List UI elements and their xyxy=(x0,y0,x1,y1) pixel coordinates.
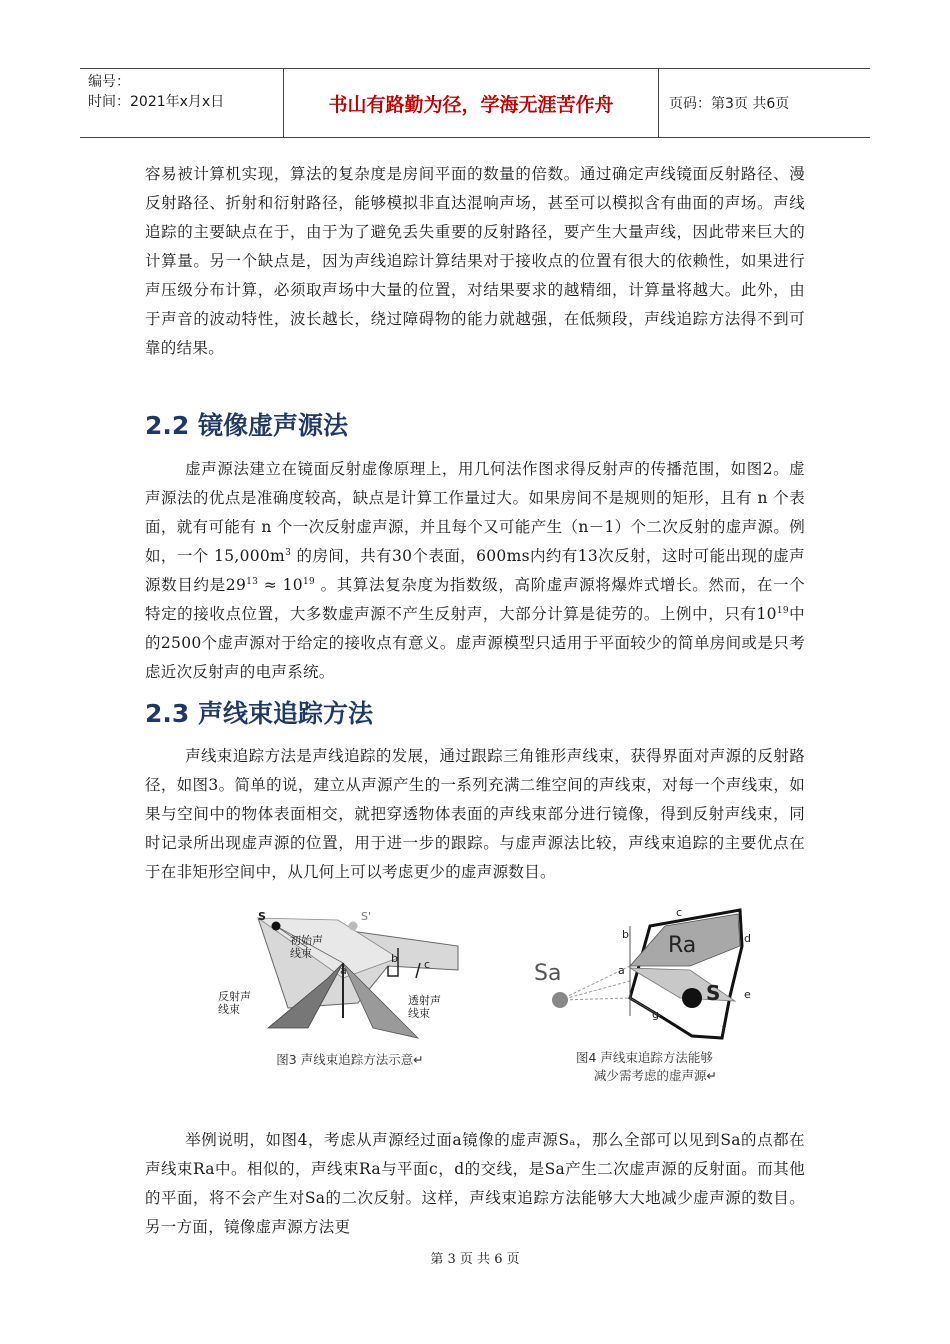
fig3-label-c: c xyxy=(424,958,431,971)
fig4-label-c: c xyxy=(676,906,683,919)
header-meta xyxy=(80,69,284,137)
final-paragraph: 举例说明，如图4，考虑从声源经过面a镜像的虚声源Sₐ，那么全部可以见到Sa的点都在声线束Ra中。相似的，声线束Ra与平面c，d的交线，是Sa产生二次虚声源的反射面。而其他的平面，将不会产生对Sa的二次反射。这样，声线束追踪方法能够大大地减少虚声源的数目。另一方面，镜像虚声源方法更 xyxy=(145,1131,805,1236)
source-s-marker-fig4 xyxy=(682,988,702,1008)
section-2-2-heading: 2.2 镜像虚声源法 xyxy=(145,411,348,440)
fig4-label-e: e xyxy=(744,988,751,1001)
source-sa-marker xyxy=(552,992,568,1008)
source-s-prime-marker xyxy=(349,922,358,931)
header-time: 时间：2021年x月x日 xyxy=(88,94,225,110)
header-page-info: 页码：第3页 共6页 xyxy=(669,96,790,112)
fig4-label-sa: Sa xyxy=(534,961,562,986)
fig3-label-s: S xyxy=(258,910,266,923)
figure-4-diagram xyxy=(530,906,790,1046)
header-number: 编号： xyxy=(88,74,130,90)
source-s-marker xyxy=(272,922,281,931)
fig4-label-f: f xyxy=(722,1022,726,1035)
header-motto: 书山有路勤为径，学海无涯苦作舟 xyxy=(284,69,659,137)
section-2-3-heading: 2.3 声线束追踪方法 xyxy=(145,699,373,728)
fig4-label-ra: Ra xyxy=(668,933,697,958)
fig3-label-b: b xyxy=(391,952,398,965)
figure-3-caption: 图3 声线束追踪方法示意↵ xyxy=(276,1052,424,1067)
fig4-label-d: d xyxy=(744,932,751,945)
figure-4-caption xyxy=(576,1048,776,1084)
fig4-label-b: b xyxy=(622,928,629,941)
fig3-label-a: a xyxy=(340,964,347,977)
fig3-label-reflect: 反射声 线束 xyxy=(218,990,251,1016)
fig3-label-s-prime: S' xyxy=(361,910,372,923)
fig4-label-g: g xyxy=(652,1008,659,1021)
fig4-label-a: a xyxy=(618,964,625,977)
figure-4-caption-line2: 减少需考虑的虚声源↵ xyxy=(594,1068,717,1083)
intro-paragraph: 容易被计算机实现，算法的复杂度是房间平面的数量的倍数。通过确定声线镜面反射路径、漫反射路径、折射和衍射路径，能够模拟非直达混响声场，甚至可以模拟含有曲面的声场。声线追踪的主要缺点在于，由于为了避免丢失重要的反射路径，要产生大量声线，因此带来巨大的计算量。另一个缺点是，因为声线追踪计算结果对于接收点的位置有很大的依赖性，如果进行声压级分布计算，必须取声场中大量的位置，对结果要求的越精细，计算量将越大。此外，由于声音的波动特性，波长越长，绕过障碍物的能力就越强，在低频段，声线追踪方法得不到可靠的结果。 xyxy=(145,165,805,357)
figure-4-caption-line1: 图4 声线束追踪方法能够 xyxy=(576,1050,713,1065)
fig3-label-transmit: 透射声 线束 xyxy=(408,994,441,1020)
page-header xyxy=(80,68,870,138)
fig4-label-s: S xyxy=(706,981,721,1005)
page-footer: 第 3 页 共 6 页 xyxy=(430,1252,520,1267)
fig3-label-initial: 初始声 线束 xyxy=(290,934,323,960)
section-2-3-paragraph: 声线束追踪方法是声线追踪的发展，通过跟踪三角锥形声线束，获得界面对声源的反射路径，如图3。简单的说，建立从声源产生的一系列充满二维空间的声线束，对每一个声线束，如果与空间中的物体表面相交，就把穿透物体表面的声线束部分进行镜像，得到反射声线束，同时记录所出现虚声源的位置，用于进一步的跟踪。与虚声源法比较，声线束追踪的主要优点在于在非矩形空间中，从几何上可以考虑更少的虚声源数目。 xyxy=(145,747,805,881)
section-2-2-paragraph: 虚声源法建立在镜面反射虚像原理上，用几何法作图求得反射声的传播范围，如图2。虚声源法的优点是准确度较高，缺点是计算工作量过大。如果房间不是规则的矩形，且有 n 个表面，就有可能有 n 个一次反射虚声源，并且每个又可能产生（n－1）个二次反射的虚声源。例如，一个 $15,000m^3$ 的房间，共有30个表面，600ms内约有13次反射，这时可能出现的虚声源数目约是$29^{13} \approx 10^{19}$ 。其算法复杂度为指数级，高阶虚声源将爆炸式增长。然而，在一个特定的接收点位置，大多数虚声源不产生反射声，大部分计算是徒劳的。上例中，只有$10^{19}$中的2500个虚声源对于给定的接收点有意义。虚声源模型只适用于平面较少的简单房间或是只考虑近次反射声的电声系统。 xyxy=(145,460,805,681)
figure-4 xyxy=(530,906,790,1046)
